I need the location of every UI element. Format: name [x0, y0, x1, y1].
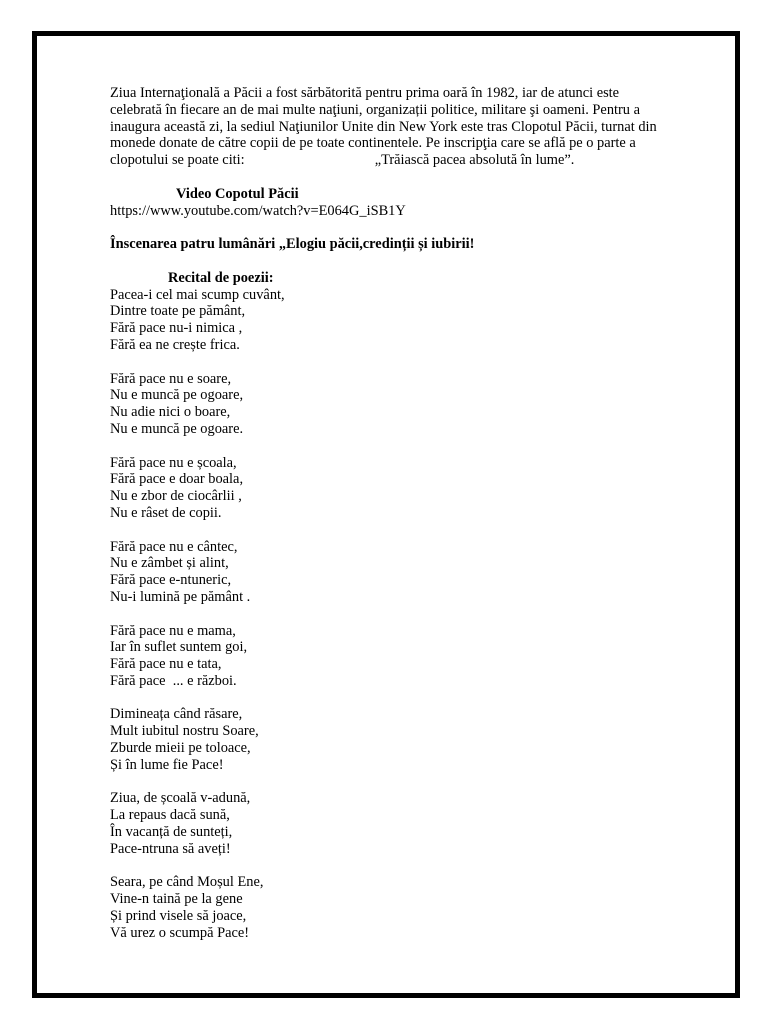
intro-line-1: Ziua Internaţională a Păcii a fost sărbătorită pentru prima oară în 1982, iar de atunci este — [110, 85, 620, 101]
intro-paragraph — [110, 85, 710, 169]
poem-line: Nu e muncă pe ogoare, — [110, 387, 244, 404]
intro-line-2: celebrată în fiecare an de mai multe naţiuni, organizații politice, militare şi oameni. Pentru a — [110, 101, 640, 118]
stanza-6 — [110, 706, 710, 773]
poem-line: Nu adie nici o boare, — [110, 404, 231, 421]
poem-line: Vine-n taină pe la gene — [110, 891, 243, 908]
poem-line: Nu e zbor de ciocârlii , — [110, 488, 242, 505]
poem-line: La repaus dacă sună, — [110, 807, 230, 824]
stanza-8 — [110, 874, 710, 941]
poem-line: Fără pace nu e școala, — [110, 454, 237, 471]
poem-line: Pacea-i cel mai scump cuvânt, — [110, 286, 285, 303]
intro-line-5-start: clopotului se poate citi: — [110, 152, 245, 169]
poem-line: Fără pace nu e soare, — [110, 370, 232, 387]
poem-line: Fără pace nu e mama, — [110, 622, 236, 639]
poem-line: Iar în suflet suntem goi, — [110, 639, 248, 656]
poem-line: Mult iubitul nostru Soare, — [110, 723, 259, 740]
poem-line: Ziua, de școală v-adună, — [110, 790, 251, 807]
document-body — [110, 85, 710, 958]
poem-line: Nu e râset de copii. — [110, 504, 222, 521]
poem-line: Fără pace ... e război. — [110, 672, 237, 689]
stanza-4 — [110, 539, 710, 606]
poem-line: Zburde mieii pe toloace, — [110, 740, 251, 757]
stanza-7 — [110, 790, 710, 857]
poem-line: Vă urez o scumpă Pace! — [110, 924, 250, 941]
video-link[interactable]: https://www.youtube.com/watch?v=E064G_iSB1Y — [110, 202, 406, 219]
stanza-2 — [110, 371, 710, 438]
poem-line: Nu e muncă pe ogoare. — [110, 420, 244, 437]
poem-line: Pace-ntruna să aveți! — [110, 840, 231, 857]
intro-line-4: monede donate de către copii de pe toate continentele. Pe inscripţia care se află pe o parte a — [110, 135, 636, 152]
intro-line-3: inaugura această zi, la sediul Naţiunilor Unite din New York este tras Clopotul Păcii, turnat din — [110, 118, 657, 135]
poem-line: Dintre toate pe pământ, — [110, 303, 246, 320]
poem-line: Și în lume fie Pace! — [110, 756, 224, 773]
stanza-3 — [110, 455, 710, 522]
poem-line: Seara, pe când Moșul Ene, — [110, 874, 264, 891]
poem-line: Nu-i lumină pe pământ . — [110, 588, 251, 605]
recital-title: Recital de poezii: — [168, 269, 274, 286]
poem-line: Fără pace e-ntuneric, — [110, 572, 232, 589]
poem-line: Dimineața când răsare, — [110, 706, 243, 723]
poem-line: Fără pace e doar boala, — [110, 471, 244, 488]
poem-line: Fără pace nu-i nimica , — [110, 320, 243, 337]
poem-line: Fără pace nu e tata, — [110, 656, 222, 673]
poem-line: Nu e zâmbet și alint, — [110, 555, 229, 572]
intro-line-5 — [110, 152, 710, 169]
stanza-5 — [110, 623, 710, 690]
candles-heading: Înscenarea patru lumânări „Elogiu păcii,credinții și iubirii! — [110, 236, 475, 253]
poem-line: Fără ea ne crește frica. — [110, 336, 240, 353]
bell-inscription-quote: „Trăiască pacea absolută în lume”. — [374, 152, 575, 169]
video-title: Video Copotul Păcii — [176, 185, 299, 202]
poem-line: Fără pace nu e cântec, — [110, 538, 238, 555]
poem-line: Și prind visele să joace, — [110, 908, 247, 925]
stanza-1 — [110, 287, 710, 354]
poem — [110, 287, 710, 942]
poem-line: În vacanță de sunteți, — [110, 824, 233, 841]
